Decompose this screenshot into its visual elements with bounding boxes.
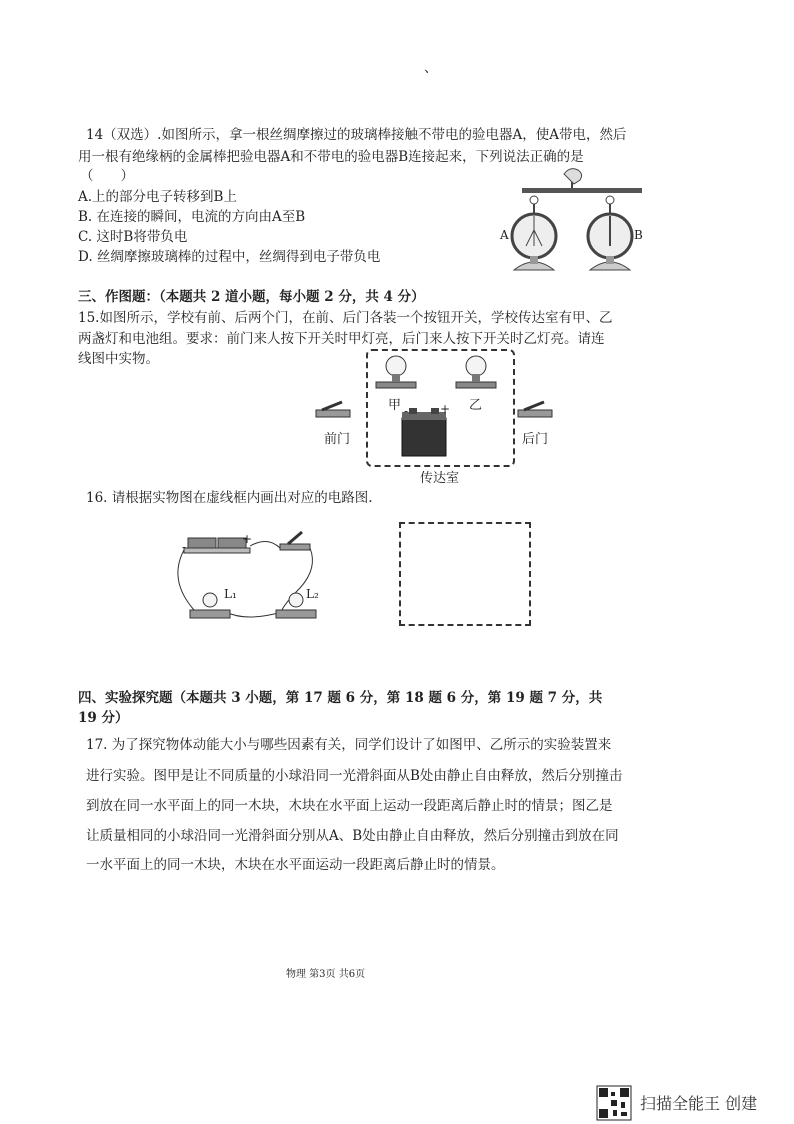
q17-line-4: 让质量相同的小球沿同一光滑斜面分别从A、B处由静止自由释放，然后分别撞击到放在同 [86, 828, 619, 844]
lamp-jia-label: 甲 [388, 398, 402, 413]
q14-option-a: A.上的部分电子转移到B上 [78, 189, 237, 205]
battery-pos-label-2: + [242, 532, 253, 546]
lamp-yi-label: 乙 [469, 398, 483, 413]
q17-line-1: 17. 为了探究物体动能大小与哪些因素有关，同学们设计了如图甲、乙所示的实验装置来 [86, 737, 612, 753]
electroscope-b-label: B [634, 228, 643, 242]
battery-neg-label-2: - [182, 540, 187, 554]
top-mark: 、 [424, 60, 438, 76]
q14-option-c: C. 这时B将带负电 [78, 229, 188, 245]
section-4-heading-line-2: 19 分） [78, 710, 129, 726]
page-footer: 物理 第3页 共6页 [286, 969, 366, 980]
q14-answer-blank: （ ） [80, 168, 134, 184]
scanner-watermark: 扫描全能王 创建 [640, 1094, 758, 1113]
battery-pos-label: + [440, 402, 451, 416]
lamp-yi-icon [456, 356, 496, 388]
q14-stem-line-2: 用一根有绝缘柄的金属棒把验电器A和不带电的验电器B连接起来，下列说法正确的是 [78, 149, 584, 165]
q15-stem-line-2: 两盏灯和电池组。要求：前门来人按下开关时甲灯亮，后门来人按下开关时乙灯亮。请连 [78, 331, 605, 347]
back-gate-label: 后门 [522, 432, 549, 447]
q14-stem-line-1: 14（双选）.如图所示，拿一根丝绸摩擦过的玻璃棒接触不带电的验电器A，使A带电，然后 [86, 127, 627, 143]
front-gate-switch-icon [316, 402, 350, 417]
q17-line-5: 一水平面上的同一木块，木块在水平面运动一段距离后静止时的情景。 [86, 857, 505, 873]
electroscope-figure [500, 166, 660, 276]
back-gate-switch-icon [516, 400, 556, 420]
q14-option-d: D. 丝绸摩擦玻璃棒的过程中，丝绸得到电子带负电 [78, 249, 381, 265]
front-gate-label: 前门 [324, 432, 351, 447]
answer-dashed-box[interactable] [399, 522, 531, 626]
qr-code-icon [597, 1086, 631, 1120]
battery-neg-label: - [404, 404, 409, 418]
q15-stem-line-1: 15.如图所示，学校有前、后两个门，在前、后门各装一个按钮开关，学校传达室有甲、乙 [78, 310, 613, 326]
lamp-l1-label: L₁ [224, 587, 237, 601]
q14-option-b: B. 在连接的瞬间，电流的方向由A至B [78, 209, 306, 225]
q15-stem-line-3: 线图中实物。 [78, 351, 159, 367]
lamp-l2-label: L₂ [306, 587, 319, 601]
q17-line-2: 进行实验。图甲是让不同质量的小球沿同一光滑斜面从B处由静止自由释放，然后分别撞击 [86, 768, 623, 784]
electroscope-a-label: A [500, 228, 509, 242]
section-4-heading-line-1: 四、实验探究题（本题共 3 小题，第 17 题 6 分，第 18 题 6 分，第 19 题 7 分，共 [78, 690, 603, 706]
guard-room-label: 传达室 [420, 471, 460, 486]
lamp-jia-icon [376, 356, 416, 388]
section-3-heading: 三、作图题：（本题共 2 道小题，每小题 2 分，共 4 分） [78, 289, 425, 305]
q17-line-3: 到放在同一水平面上的同一木块，木块在水平面上运动一段距离后静止时的情景；图乙是 [86, 798, 613, 814]
q16-stem: 16. 请根据实物图在虚线框内画出对应的电路图. [86, 490, 373, 506]
